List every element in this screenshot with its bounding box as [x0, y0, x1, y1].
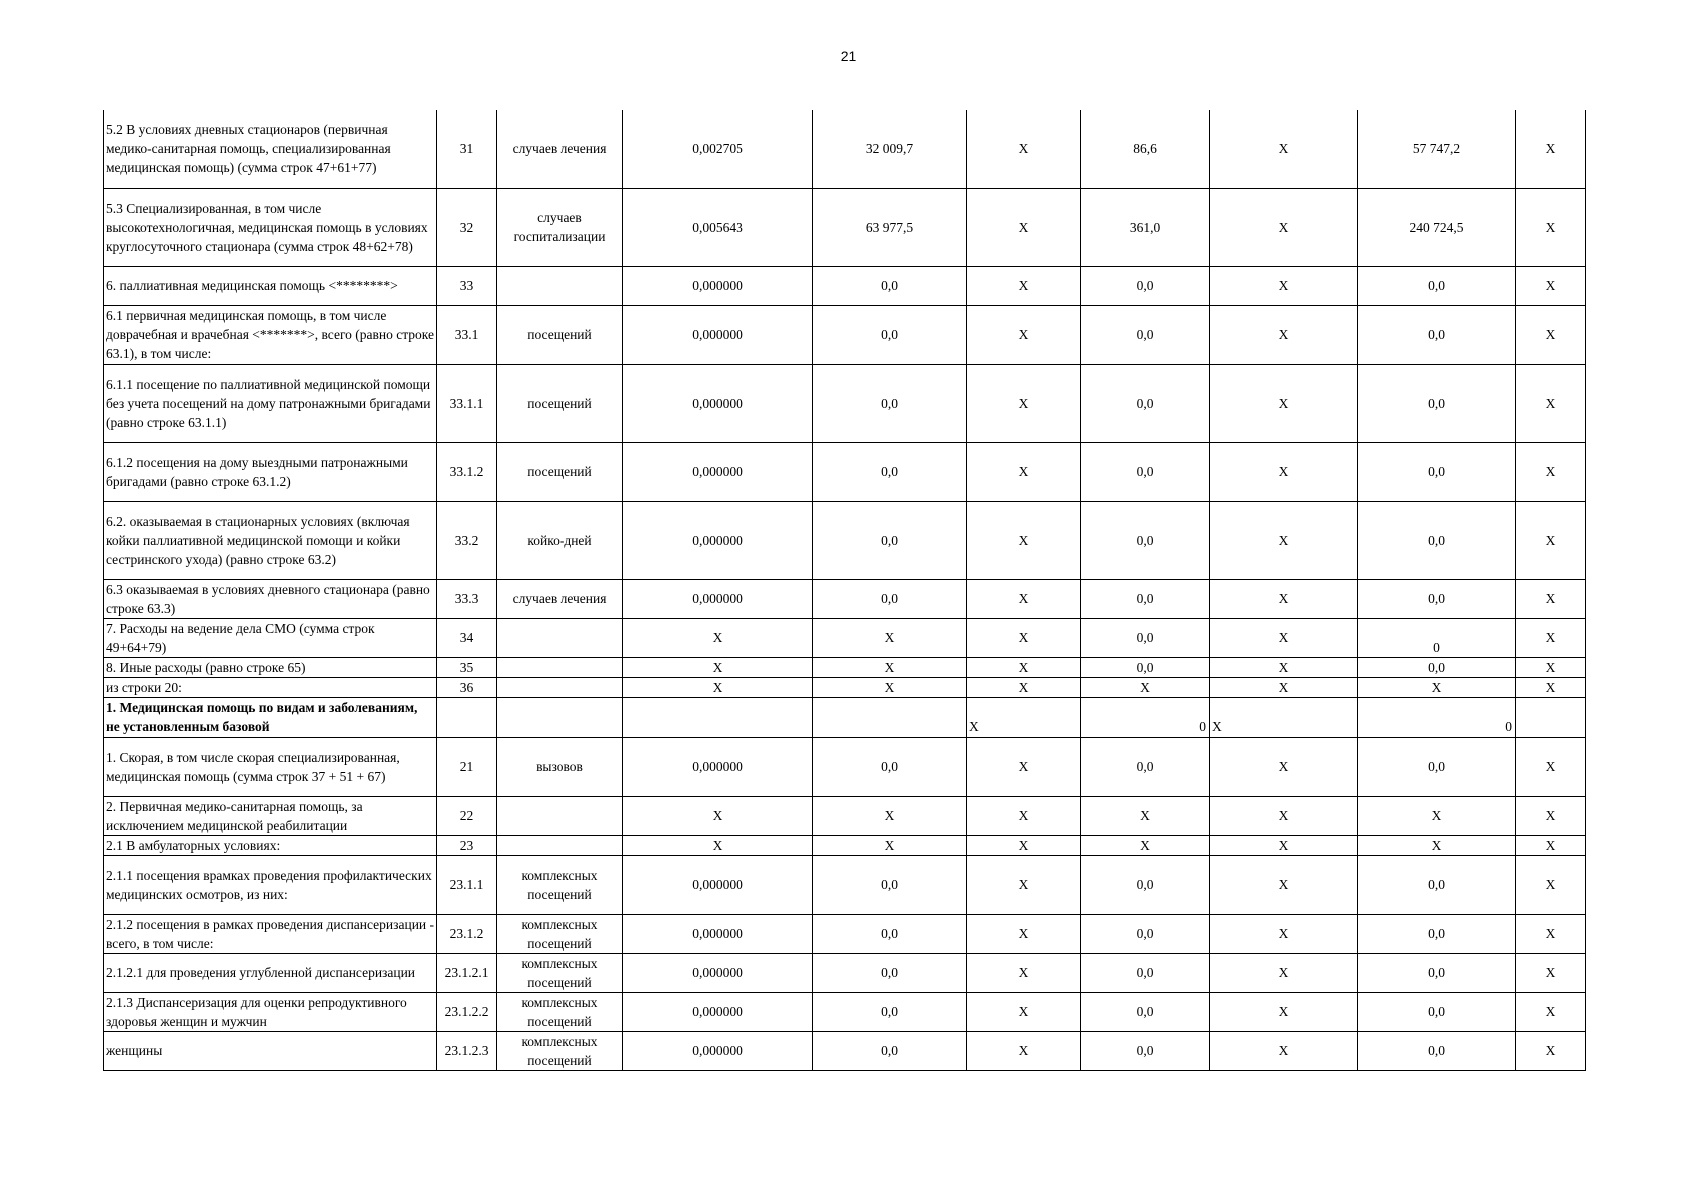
- row-label: 5.3 Специализированная, в том числе высокотехнологичная, медицинская помощь в условиях круглосуточного стационара (сумма строк 48+62+78): [104, 188, 437, 266]
- value-cell: 0,0: [1358, 914, 1516, 953]
- value-cell: Х: [813, 835, 967, 855]
- row-code: 33.2: [437, 501, 497, 579]
- value-cell: 0,0: [1358, 953, 1516, 992]
- unit-cell: посещений: [497, 442, 623, 501]
- value-cell: 0,0: [1081, 914, 1210, 953]
- row-label: 6.1 первичная медицинская помощь, в том числе доврачебная и врачебная <*******>, всего (равно строке 63.1), в том числе:: [104, 305, 437, 364]
- value-cell: Х: [1210, 364, 1358, 442]
- table-row: [104, 796, 1586, 835]
- value-cell: Х: [1516, 579, 1586, 618]
- value-cell: Х: [1210, 501, 1358, 579]
- table-row: [104, 1031, 1586, 1070]
- unit-cell: случаев лечения: [497, 110, 623, 188]
- value-cell: 0,0: [1081, 364, 1210, 442]
- value-cell: 0,0: [1081, 442, 1210, 501]
- value-cell: 0,0: [1081, 737, 1210, 796]
- value-cell: Х: [1516, 442, 1586, 501]
- row-code: 33.3: [437, 579, 497, 618]
- row-code: 36: [437, 677, 497, 697]
- value-cell: 0,0: [1358, 855, 1516, 914]
- value-cell: Х: [967, 266, 1081, 305]
- unit-cell: [497, 835, 623, 855]
- table-row: [104, 992, 1586, 1031]
- value-cell: Х: [967, 835, 1081, 855]
- value-cell: 0,0: [813, 364, 967, 442]
- section-heading: 1. Медицинская помощь по видам и заболеваниям, не установленным базовой: [104, 697, 437, 737]
- value-cell: [967, 697, 1081, 737]
- value-text: 0: [1505, 718, 1512, 734]
- value-cell: Х: [1516, 855, 1586, 914]
- value-cell: 0,0: [813, 305, 967, 364]
- value-cell: 86,6: [1081, 110, 1210, 188]
- row-code: 23.1.2.3: [437, 1031, 497, 1070]
- value-cell: 0,0: [1081, 579, 1210, 618]
- row-label: 8. Иные расходы (равно строке 65): [104, 657, 437, 677]
- unit-cell: комплексных посещений: [497, 914, 623, 953]
- value-cell: Х: [623, 618, 813, 657]
- value-cell: Х: [1516, 618, 1586, 657]
- row-label: 5.2 В условиях дневных стационаров (первичная медико-санитарная помощь, специализированная медицинская помощь) (сумма строк 47+61+77): [104, 110, 437, 188]
- value-cell: 0,000000: [623, 855, 813, 914]
- value-cell: Х: [623, 796, 813, 835]
- unit-cell: [497, 618, 623, 657]
- value-cell: 0,000000: [623, 1031, 813, 1070]
- row-label: 1. Скорая, в том числе скорая специализированная, медицинская помощь (сумма строк 37 + 51 + 67): [104, 737, 437, 796]
- value-cell: 0,0: [1081, 501, 1210, 579]
- value-cell: Х: [967, 618, 1081, 657]
- value-cell: 0,0: [1081, 855, 1210, 914]
- value-cell: Х: [1516, 953, 1586, 992]
- row-code: 33.1.2: [437, 442, 497, 501]
- value-cell: Х: [967, 914, 1081, 953]
- value-cell: 0,005643: [623, 188, 813, 266]
- value-cell: Х: [1516, 364, 1586, 442]
- value-cell: 0,000000: [623, 914, 813, 953]
- value-cell: Х: [1210, 992, 1358, 1031]
- value-cell: Х: [1210, 855, 1358, 914]
- row-code: 23.1.2.2: [437, 992, 497, 1031]
- table-row: [104, 618, 1586, 657]
- row-code: 33.1: [437, 305, 497, 364]
- row-label: 6. паллиативная медицинская помощь <********>: [104, 266, 437, 305]
- unit-cell: [497, 657, 623, 677]
- value-text: Х: [969, 718, 979, 734]
- row-label: 2.1.1 посещения врамках проведения профилактических медицинских осмотров, из них:: [104, 855, 437, 914]
- value-cell: Х: [1210, 953, 1358, 992]
- value-cell: Х: [1358, 677, 1516, 697]
- table-row: [104, 737, 1586, 796]
- value-cell: Х: [1210, 657, 1358, 677]
- value-cell: 0,0: [1081, 266, 1210, 305]
- value-cell: Х: [967, 855, 1081, 914]
- row-label: 6.2. оказываемая в стационарных условиях (включая койки паллиативной медицинской помощи и койки сестринского ухода) (равно строке 63.2): [104, 501, 437, 579]
- value-cell: 0,0: [813, 953, 967, 992]
- value-cell: 240 724,5: [1358, 188, 1516, 266]
- row-code: 22: [437, 796, 497, 835]
- row-code: 23: [437, 835, 497, 855]
- value-cell: 0,0: [1358, 1031, 1516, 1070]
- value-cell: Х: [1210, 1031, 1358, 1070]
- value-cell: Х: [967, 677, 1081, 697]
- unit-cell: комплексных посещений: [497, 992, 623, 1031]
- table-row: [104, 855, 1586, 914]
- table-row: [104, 677, 1586, 697]
- value-cell: [1358, 618, 1516, 657]
- value-cell: 0,0: [813, 501, 967, 579]
- value-cell: Х: [967, 737, 1081, 796]
- value-cell: 0,000000: [623, 953, 813, 992]
- value-cell: Х: [1081, 835, 1210, 855]
- unit-cell: [497, 697, 623, 737]
- value-cell: Х: [1210, 188, 1358, 266]
- value-cell: 0,0: [813, 579, 967, 618]
- row-code: 31: [437, 110, 497, 188]
- value-cell: Х: [1516, 992, 1586, 1031]
- value-cell: Х: [1516, 501, 1586, 579]
- value-cell: Х: [1210, 618, 1358, 657]
- value-cell: Х: [623, 835, 813, 855]
- row-label: 6.3 оказываемая в условиях дневного стационара (равно строке 63.3): [104, 579, 437, 618]
- row-code: [437, 697, 497, 737]
- row-code: 32: [437, 188, 497, 266]
- value-cell: Х: [1210, 914, 1358, 953]
- table-row: [104, 364, 1586, 442]
- unit-cell: вызовов: [497, 737, 623, 796]
- value-cell: 0,0: [813, 992, 967, 1031]
- table-row: [104, 657, 1586, 677]
- row-label: 6.1.2 посещения на дому выездными патронажными бригадами (равно строке 63.1.2): [104, 442, 437, 501]
- value-cell: Х: [967, 442, 1081, 501]
- value-cell: Х: [1516, 657, 1586, 677]
- value-cell: Х: [1516, 796, 1586, 835]
- value-cell: Х: [1081, 796, 1210, 835]
- value-cell: 0,0: [1081, 657, 1210, 677]
- value-cell: 57 747,2: [1358, 110, 1516, 188]
- row-code: 23.1.2.1: [437, 953, 497, 992]
- value-cell: 0,000000: [623, 992, 813, 1031]
- value-cell: 0,0: [1081, 305, 1210, 364]
- value-cell: Х: [1210, 677, 1358, 697]
- value-cell: 0,0: [1358, 579, 1516, 618]
- value-cell: Х: [967, 305, 1081, 364]
- value-cell: 361,0: [1081, 188, 1210, 266]
- value-cell: Х: [1516, 188, 1586, 266]
- unit-cell: койко-дней: [497, 501, 623, 579]
- row-label: женщины: [104, 1031, 437, 1070]
- unit-cell: посещений: [497, 364, 623, 442]
- value-cell: Х: [1516, 1031, 1586, 1070]
- row-code: 35: [437, 657, 497, 677]
- value-cell: Х: [813, 657, 967, 677]
- table-row: [104, 914, 1586, 953]
- value-cell: 0,000000: [623, 737, 813, 796]
- value-cell: 0,0: [1358, 992, 1516, 1031]
- value-cell: Х: [813, 618, 967, 657]
- value-cell: 0,002705: [623, 110, 813, 188]
- value-cell: [1516, 697, 1586, 737]
- value-cell: 0,0: [1358, 266, 1516, 305]
- value-cell: 0,000000: [623, 266, 813, 305]
- value-cell: Х: [1516, 737, 1586, 796]
- value-cell: 0,0: [1081, 953, 1210, 992]
- value-cell: 0,0: [813, 914, 967, 953]
- row-code: 33: [437, 266, 497, 305]
- value-cell: Х: [813, 796, 967, 835]
- value-cell: Х: [1210, 305, 1358, 364]
- unit-cell: случаев госпитализации: [497, 188, 623, 266]
- value-cell: 0,0: [813, 1031, 967, 1070]
- value-cell: 0,000000: [623, 501, 813, 579]
- row-label: 2.1.3 Диспансеризация для оценки репродуктивного здоровья женщин и мужчин: [104, 992, 437, 1031]
- financing-table: [103, 110, 1586, 1071]
- value-cell: 0,0: [1358, 737, 1516, 796]
- value-cell: 0,000000: [623, 305, 813, 364]
- unit-cell: случаев лечения: [497, 579, 623, 618]
- value-cell: 0,0: [1358, 501, 1516, 579]
- value-cell: Х: [967, 364, 1081, 442]
- value-text: 0: [1433, 639, 1440, 655]
- value-cell: Х: [1210, 266, 1358, 305]
- row-code: 23.1.2: [437, 914, 497, 953]
- table-row: [104, 305, 1586, 364]
- row-label: 6.1.1 посещение по паллиативной медицинской помощи без учета посещений на дому патронажными бригадами (равно строке 63.1.1): [104, 364, 437, 442]
- row-code: 21: [437, 737, 497, 796]
- value-cell: 63 977,5: [813, 188, 967, 266]
- value-cell: 0,0: [1081, 1031, 1210, 1070]
- value-cell: Х: [623, 657, 813, 677]
- value-cell: Х: [1516, 266, 1586, 305]
- table-row: [104, 266, 1586, 305]
- row-label: 2.1.2 посещения в рамках проведения диспансеризации - всего, в том числе:: [104, 914, 437, 953]
- value-text: 0: [1199, 718, 1206, 734]
- value-cell: [1081, 697, 1210, 737]
- value-cell: 0,000000: [623, 442, 813, 501]
- value-cell: Х: [1081, 677, 1210, 697]
- value-cell: Х: [623, 677, 813, 697]
- value-cell: 0,000000: [623, 579, 813, 618]
- table-row: [104, 188, 1586, 266]
- unit-cell: [497, 796, 623, 835]
- unit-cell: комплексных посещений: [497, 855, 623, 914]
- value-cell: Х: [1210, 110, 1358, 188]
- unit-cell: [497, 266, 623, 305]
- value-cell: Х: [1516, 305, 1586, 364]
- value-cell: Х: [967, 579, 1081, 618]
- value-cell: Х: [967, 1031, 1081, 1070]
- unit-cell: комплексных посещений: [497, 1031, 623, 1070]
- table-row: [104, 501, 1586, 579]
- value-cell: [623, 697, 813, 737]
- table-row: [104, 697, 1586, 737]
- value-cell: Х: [1516, 835, 1586, 855]
- row-code: 34: [437, 618, 497, 657]
- unit-cell: [497, 677, 623, 697]
- value-cell: Х: [813, 677, 967, 697]
- table-row: [104, 579, 1586, 618]
- value-cell: [813, 697, 967, 737]
- unit-cell: посещений: [497, 305, 623, 364]
- row-label: из строки 20:: [104, 677, 437, 697]
- value-cell: [1358, 697, 1516, 737]
- row-code: 33.1.1: [437, 364, 497, 442]
- value-cell: [1210, 697, 1358, 737]
- table-row: [104, 953, 1586, 992]
- row-label: 7. Расходы на ведение дела СМО (сумма строк 49+64+79): [104, 618, 437, 657]
- value-cell: 32 009,7: [813, 110, 967, 188]
- row-code: 23.1.1: [437, 855, 497, 914]
- value-cell: 0,000000: [623, 364, 813, 442]
- value-cell: 0,0: [813, 442, 967, 501]
- value-cell: Х: [1210, 442, 1358, 501]
- value-cell: Х: [967, 657, 1081, 677]
- value-cell: 0,0: [813, 737, 967, 796]
- value-text: Х: [1212, 718, 1222, 734]
- value-cell: Х: [1516, 110, 1586, 188]
- value-cell: Х: [967, 110, 1081, 188]
- value-cell: 0,0: [1358, 657, 1516, 677]
- value-cell: Х: [967, 992, 1081, 1031]
- value-cell: 0,0: [1358, 364, 1516, 442]
- row-label: 2.1 В амбулаторных условиях:: [104, 835, 437, 855]
- value-cell: Х: [1358, 796, 1516, 835]
- value-cell: 0,0: [813, 855, 967, 914]
- value-cell: Х: [1516, 914, 1586, 953]
- value-cell: Х: [967, 501, 1081, 579]
- value-cell: Х: [1210, 579, 1358, 618]
- value-cell: Х: [1516, 677, 1586, 697]
- table-row: [104, 110, 1586, 188]
- value-cell: 0,0: [1358, 442, 1516, 501]
- value-cell: Х: [1210, 796, 1358, 835]
- value-cell: Х: [967, 953, 1081, 992]
- value-cell: Х: [967, 188, 1081, 266]
- page-number: 21: [840, 48, 857, 64]
- value-cell: 0,0: [1081, 992, 1210, 1031]
- value-cell: Х: [967, 796, 1081, 835]
- row-label: 2. Первичная медико-санитарная помощь, за исключением медицинской реабилитации: [104, 796, 437, 835]
- table-row: [104, 442, 1586, 501]
- value-cell: 0,0: [813, 266, 967, 305]
- value-cell: 0,0: [1081, 618, 1210, 657]
- row-label: 2.1.2.1 для проведения углубленной диспансеризации: [104, 953, 437, 992]
- value-cell: Х: [1210, 835, 1358, 855]
- value-cell: Х: [1358, 835, 1516, 855]
- unit-cell: комплексных посещений: [497, 953, 623, 992]
- value-cell: 0,0: [1358, 305, 1516, 364]
- value-cell: Х: [1210, 737, 1358, 796]
- table-row: [104, 835, 1586, 855]
